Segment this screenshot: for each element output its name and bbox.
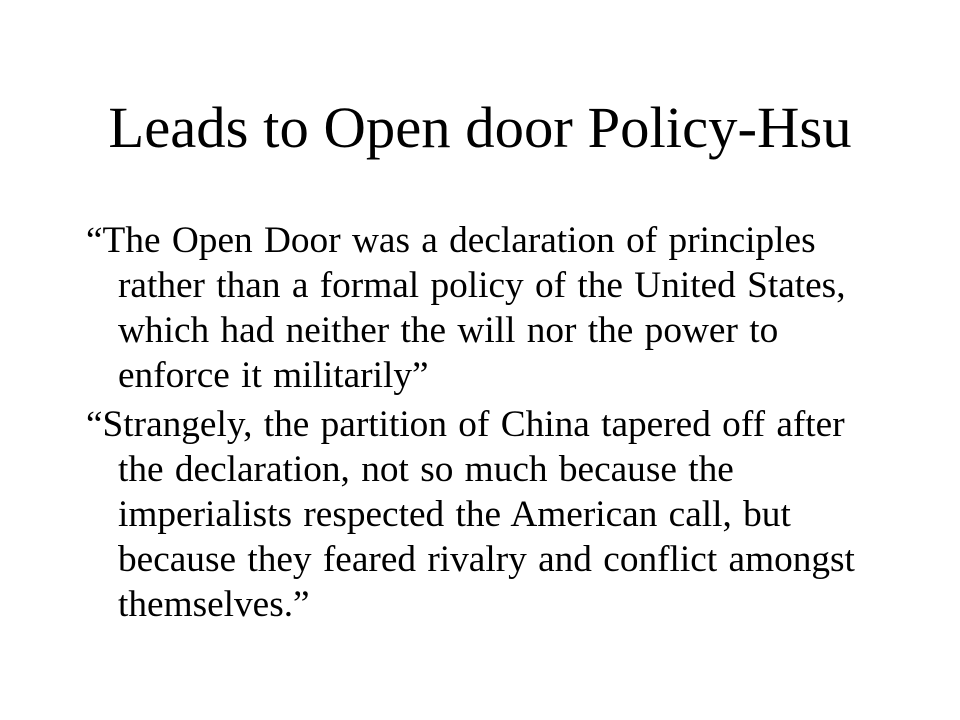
slide-body [86,218,946,627]
quote-line: “Strangely, the partition of China tapered off after [86,404,845,445]
quote-line: “The Open Door was a declaration of principles [86,220,816,261]
quote-line: themselves.” [118,584,310,625]
quote-line: rather than a formal policy of the United States, [118,265,846,306]
quote-line: which had neither the will nor the power to [118,310,779,351]
quote-line: imperialists respected the American call, but [118,494,791,535]
quote-line: because they feared rivalry and conflict amongst [118,539,855,580]
quote-paragraph-partition [86,402,946,627]
slide-title: Leads to Open door Policy-Hsu [108,95,852,160]
quote-paragraph-open-door [86,218,946,398]
quote-line: enforce it militarily” [118,355,429,396]
quote-line: the declaration, not so much because the [118,449,734,490]
